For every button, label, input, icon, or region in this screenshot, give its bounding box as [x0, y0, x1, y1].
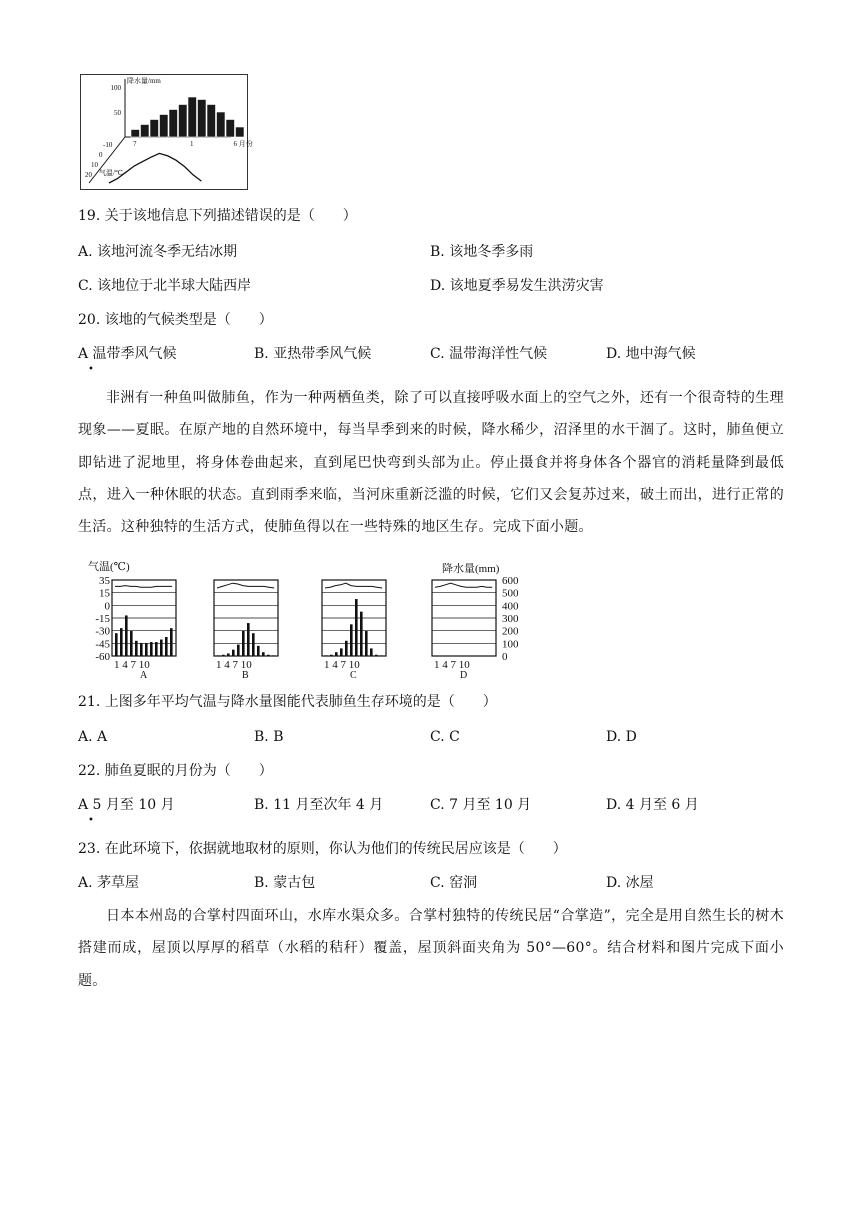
- x-tick-label: 7: [133, 140, 137, 148]
- q19-option-c[interactable]: C. 该地位于北半球大陆西岸: [78, 278, 252, 294]
- precip-bar: [170, 628, 173, 656]
- precip-bar: [227, 653, 230, 656]
- precip-bar: [335, 652, 338, 656]
- panel-label: A: [140, 670, 148, 681]
- precip-bar: [237, 645, 240, 656]
- precip-bar: [375, 655, 378, 656]
- month-tick-labels: 1 4 7 10: [324, 659, 360, 671]
- precip-bar: [345, 641, 348, 656]
- precip-tick-label: 300: [502, 613, 519, 625]
- q20-option-c[interactable]: C. 温带海洋性气候: [430, 346, 548, 362]
- q21-option-c[interactable]: C. C: [430, 729, 460, 745]
- temperature-line: [435, 583, 492, 587]
- panel-label: D: [460, 670, 468, 681]
- temp-tick-label: 15: [99, 587, 110, 600]
- month-tick-labels: 1 4 7 10: [216, 659, 252, 671]
- passage-lungfish: 非洲有一种鱼叫做肺鱼，作为一种两栖鱼类，除了可以直接呼吸水面上的空气之外，还有一个很奇特的生理现象——夏眠。在原产地的自然环境中，每当旱季到来的时候，降水稀少，沼泽里的水干涸了。这时，肺鱼便立即钻进了泥地里，将身体卷曲起来，直到尾巴快弯到头部为止。停止摄食并将身体各个器官的消耗量降到最低点，进入一种休眠的状态。直到雨季来临，当河床重新泛滥的时候，它们又会复苏过来，破土而出，进行正常的生活。这种独特的生活方式，使肺鱼得以在一些特殊的地区生存。完成下面小题。: [78, 390, 784, 536]
- precip-tick-label: 100: [502, 638, 519, 651]
- panel-label: B: [242, 670, 249, 681]
- emphasis-dot: •: [88, 364, 94, 375]
- precip-bar: [130, 631, 133, 656]
- precip-bar: [155, 642, 158, 656]
- precip-bar: [380, 655, 383, 656]
- precip-bar: [135, 641, 138, 656]
- temp-tick-label: 20: [85, 171, 92, 179]
- q19-option-a[interactable]: A. 该地河流冬季无结冰期: [78, 244, 238, 260]
- y-tick-label: 50: [114, 109, 121, 117]
- temperature-line: [115, 586, 172, 588]
- precip-tick-label: 400: [502, 600, 519, 613]
- temp-tick-label: -30: [95, 625, 110, 638]
- precip-bar: [360, 612, 363, 656]
- precip-bar: [160, 115, 169, 138]
- q21-option-b[interactable]: B. B: [254, 729, 284, 745]
- q22-option-d[interactable]: D. 4 月至 6 月: [606, 797, 699, 813]
- precip-bar: [325, 655, 328, 656]
- emphasis-dot: •: [88, 815, 94, 826]
- precip-bar: [242, 631, 245, 656]
- precip-bar: [169, 110, 178, 138]
- temp-tick-label: -15: [95, 613, 110, 625]
- month-tick-labels: 1 4 7 10: [434, 659, 470, 671]
- x-tick-label: 6 月份: [233, 140, 253, 148]
- precip-tick-label: 500: [502, 587, 519, 600]
- precip-bar: [365, 631, 368, 656]
- q20-option-d[interactable]: D. 地中海气候: [606, 346, 696, 362]
- precip-tick-label: 600: [502, 575, 519, 587]
- q21-option-a[interactable]: A. A: [78, 729, 108, 745]
- q19-option-b[interactable]: B. 该地冬季多雨: [430, 244, 534, 260]
- temp-tick-label: -60: [95, 651, 110, 663]
- q20-option-a[interactable]: A 温带季风气候: [78, 346, 177, 362]
- temperature-line: [109, 153, 201, 183]
- precip-bar: [160, 640, 163, 656]
- precip-bar: [350, 624, 353, 656]
- climate-figure-1: [80, 74, 253, 190]
- precip-bar: [222, 655, 225, 656]
- temp-tick-label: 10: [91, 161, 98, 169]
- precip-bar: [262, 652, 265, 656]
- precip-tick-label: 0: [502, 651, 508, 663]
- precip-bar: [207, 105, 216, 138]
- precip-bar: [165, 637, 168, 656]
- precip-bar: [226, 120, 235, 138]
- question-23-stem: 23. 在此环境下，依据就地取材的原则，你认为他们的传统民居应该是（ ）: [78, 841, 567, 857]
- question-21-stem: 21. 上图多年平均气温与降水量图能代表肺鱼生存环境的是（ ）: [78, 694, 497, 710]
- panel-label: C: [350, 670, 357, 681]
- precip-bar: [236, 127, 245, 137]
- precip-bar: [232, 650, 235, 656]
- precipitation-axis-label: 降水量(mm): [442, 563, 500, 575]
- precip-bar: [115, 633, 118, 656]
- question-20-stem: 20. 该地的气候类型是（ ）: [78, 312, 273, 328]
- q22-option-a[interactable]: A 5 月至 10 月: [78, 797, 175, 813]
- precip-bar: [217, 655, 220, 656]
- precip-bar: [217, 112, 226, 137]
- precip-bar: [370, 648, 373, 656]
- precip-bar: [150, 642, 153, 656]
- precip-bar: [141, 125, 150, 138]
- temperature-line: [325, 583, 382, 588]
- q19-option-d[interactable]: D. 该地夏季易发生洪涝灾害: [430, 278, 604, 294]
- temperature-line: [217, 583, 274, 588]
- precip-bar: [179, 105, 188, 138]
- precip-bar: [247, 623, 250, 656]
- month-tick-labels: 1 4 7 10: [114, 659, 150, 671]
- precip-bar: [330, 655, 333, 656]
- q20-option-b[interactable]: B. 亚热带季风气候: [254, 346, 372, 362]
- temperature-axis-label: 气温(℃): [88, 561, 130, 573]
- precip-bar: [198, 100, 207, 138]
- precip-bar: [340, 648, 343, 656]
- temp-tick-label: -10: [103, 141, 113, 149]
- temp-tick-label: 0: [104, 600, 110, 613]
- q23-option-c[interactable]: C. 窑洞: [430, 875, 478, 891]
- precip-tick-label: 200: [502, 625, 519, 638]
- precip-bar: [150, 120, 159, 138]
- q22-option-b[interactable]: B. 11 月至次年 4 月: [254, 797, 384, 813]
- q23-option-d[interactable]: D. 冰屋: [606, 875, 654, 891]
- precip-bar: [188, 97, 197, 137]
- climate-chart-2: [88, 560, 548, 680]
- y-axis-label: 降水量/mm: [127, 77, 161, 85]
- question-19-stem: 19. 关于该地信息下列描述错误的是（ ）: [78, 208, 357, 224]
- precip-bar: [272, 655, 275, 656]
- precip-bar: [252, 633, 255, 656]
- precip-bar: [355, 599, 358, 656]
- precip-bar: [145, 643, 148, 656]
- q23-option-a[interactable]: A. 茅草屋: [78, 875, 140, 891]
- passage-gassho-village: 日本本州岛的合掌村四面环山，水库水渠众多。合掌村独特的传统民居“合掌造”，完全是用自然生长的树木搭建而成，屋顶以厚厚的稻草（水稻的秸秆）覆盖，屋顶斜面夹角为 50°—60°。结合材料和图片完成下面小题。: [78, 908, 784, 989]
- temp-tick-label: -45: [95, 638, 110, 651]
- q21-option-d[interactable]: D. D: [606, 729, 637, 745]
- temp-tick-label: 35: [99, 575, 110, 587]
- y-tick-label: 100: [110, 84, 121, 92]
- climate-figure-2: [88, 560, 548, 680]
- q23-option-b[interactable]: B. 蒙古包: [254, 875, 316, 891]
- x-tick-label: 1: [190, 140, 194, 148]
- question-22-stem: 22. 肺鱼夏眠的月份为（ ）: [78, 763, 273, 779]
- precip-bar: [140, 643, 143, 656]
- precip-bar: [125, 615, 128, 656]
- temp-tick-label: 0: [99, 151, 103, 159]
- q22-option-c[interactable]: C. 7 月至 10 月: [430, 797, 532, 813]
- temp-axis-label: 气温/℃: [99, 169, 123, 177]
- precip-bar: [120, 628, 123, 656]
- precip-bar: [267, 655, 270, 656]
- precip-bar: [131, 130, 140, 138]
- precip-bar: [257, 646, 260, 656]
- climate-chart-1: [81, 75, 253, 189]
